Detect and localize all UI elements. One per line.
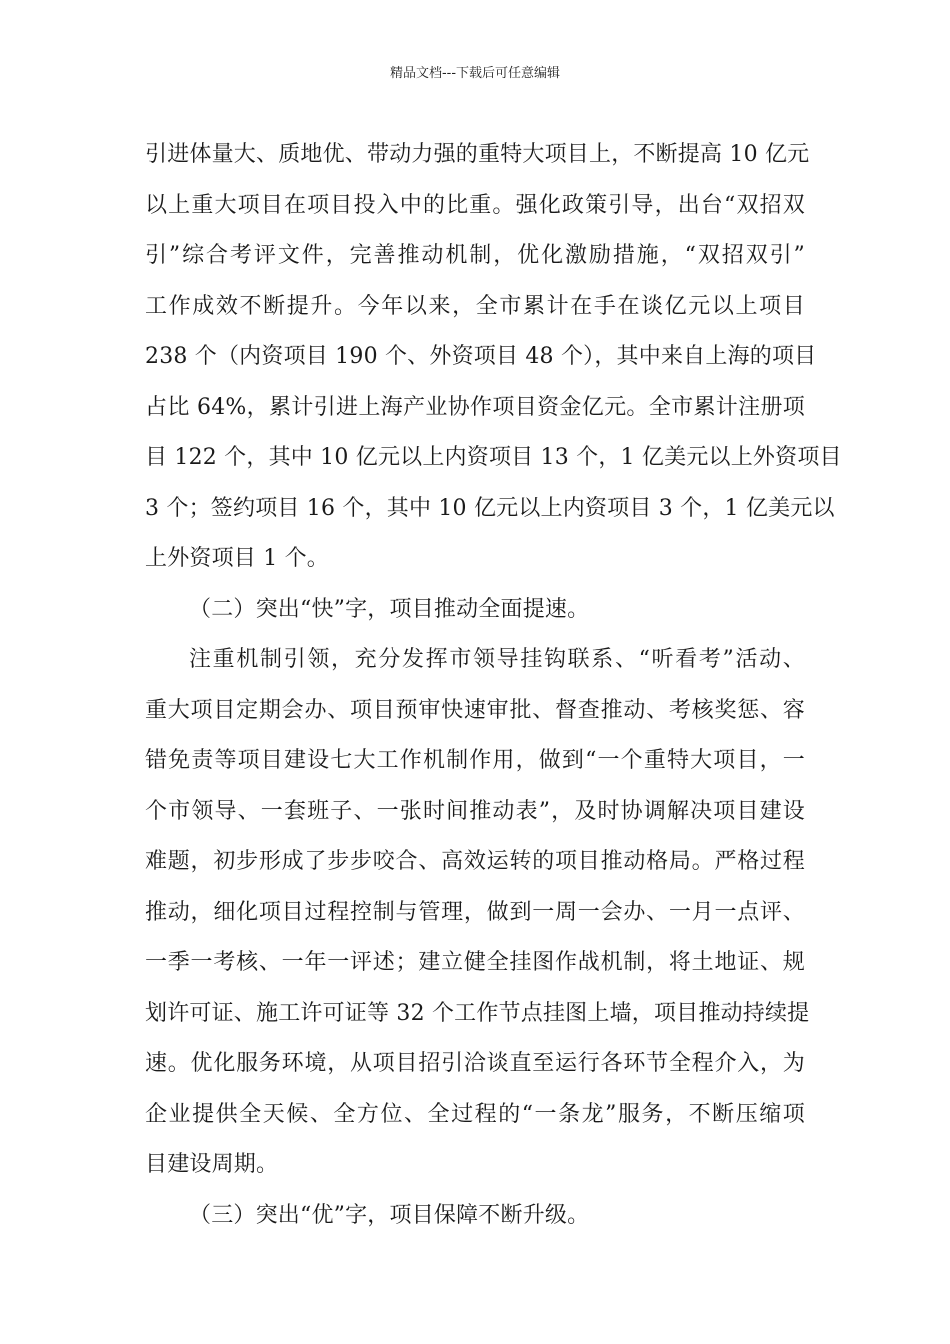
text-line: 目 122 个，其中 10 亿元以上内资项目 13 个，1 亿美元以上外资项目: [145, 445, 842, 470]
text-line: 重大项目定期会办、项目预审快速审批、督查推动、考核奖惩、容: [145, 697, 805, 723]
text-line: 3 个；签约项目 16 个，其中 10 亿元以上内资项目 3 个，1 亿美元以: [145, 495, 835, 521]
text-line: 目建设周期。: [145, 1152, 279, 1177]
section-heading: （二）突出“快”字，项目推动全面提速。: [189, 596, 590, 622]
text-line: 速。优化服务环境，从项目招引洽谈直至运行各环节全程介入，为: [145, 1051, 805, 1076]
text-line: 引”综合考评文件，完善推动机制，优化激励措施，“双招双引”: [145, 243, 805, 268]
text-line: 以上重大项目在项目投入中的比重。强化政策引导，出台“双招双: [145, 192, 805, 218]
text-line: 划许可证、施工许可证等 32 个工作节点挂图上墙，项目推动持续提: [145, 1000, 810, 1026]
section-heading: （三）突出“优”字，项目保障不断升级。: [189, 1202, 590, 1228]
text-line: 工作成效不断提升。今年以来，全市累计在手在谈亿元以上项目: [145, 293, 805, 319]
text-line: 难题，初步形成了步步咬合、高效运转的项目推动格局。严格过程: [145, 849, 805, 874]
text-line: 一季一考核、一年一评述；建立健全挂图作战机制，将土地证、规: [145, 950, 805, 975]
text-line: 推动，细化项目过程控制与管理，做到一周一会办、一月一点评、: [145, 899, 805, 925]
text-line: 占比 64%，累计引进上海产业协作项目资金亿元。全市累计注册项: [145, 394, 805, 420]
text-line: 企业提供全天候、全方位、全过程的“一条龙”服务，不断压缩项: [145, 1101, 805, 1127]
page-header: 精品文档---下载后可任意编辑: [389, 66, 561, 81]
text-line: 上外资项目 1 个。: [145, 546, 329, 571]
paragraph-start-line: 注重机制引领，充分发挥市领导挂钩联系、“听看考”活动、: [189, 647, 805, 672]
text-line: 个市领导、一套班子、一张时间推动表”，及时协调解决项目建设: [145, 798, 805, 824]
text-line: 引进体量大、质地优、带动力强的重特大项目上，不断提高 10 亿元: [145, 142, 810, 167]
document-body: [145, 130, 842, 1241]
text-line: 错免责等项目建设七大工作机制作用，做到“一个重特大项目，一: [145, 748, 805, 773]
text-line: 238 个（内资项目 190 个、外资项目 48 个），其中来自上海的项目: [145, 344, 817, 369]
